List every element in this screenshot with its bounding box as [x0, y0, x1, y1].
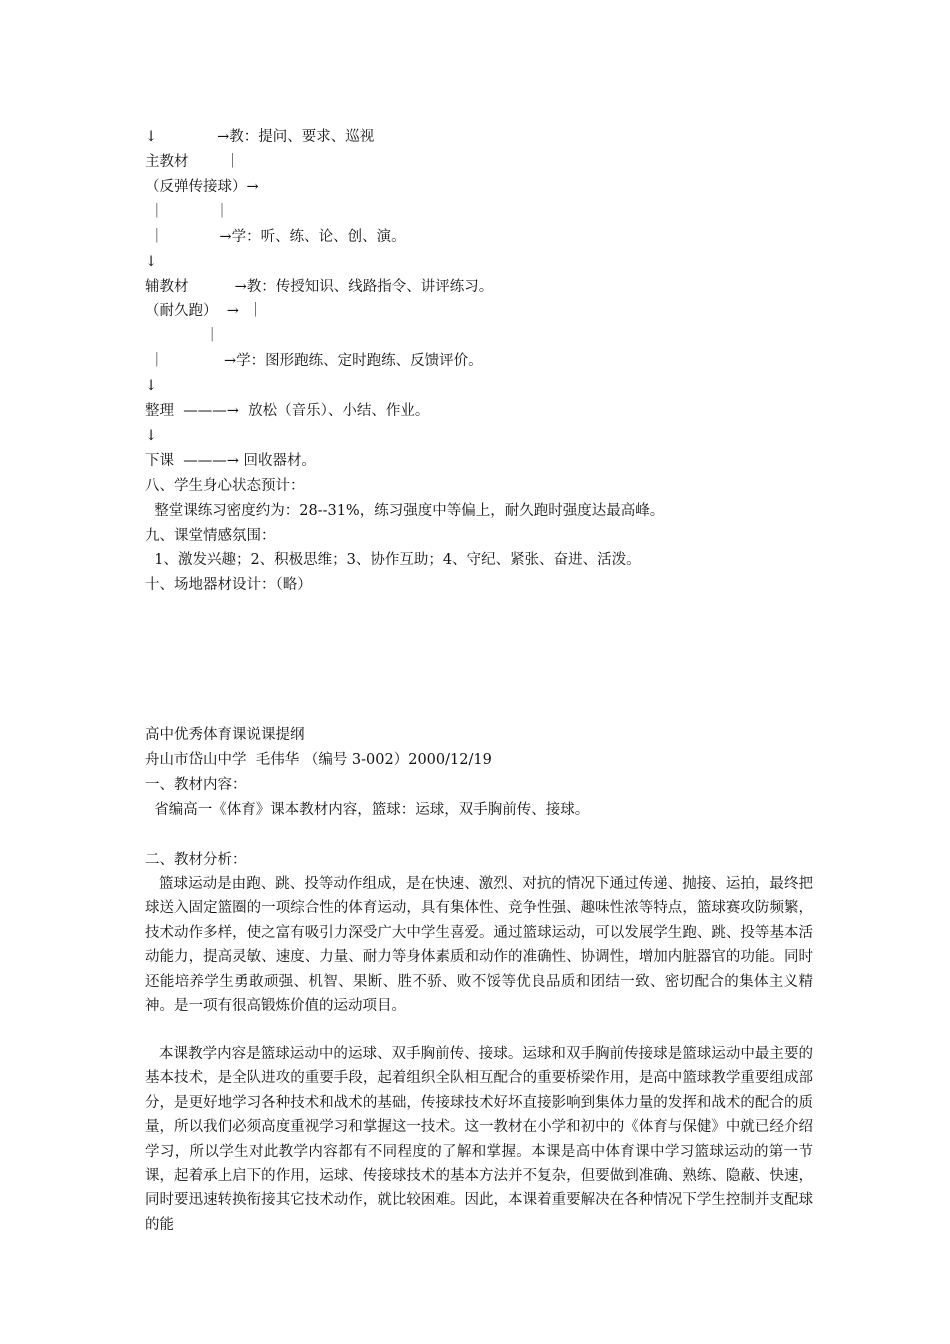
flow-line: ↓ →教：提问、要求、巡视: [145, 129, 375, 145]
part2-heading: 二、教材分析：: [145, 852, 247, 868]
flow-line: （反弹传接球）→: [145, 179, 259, 195]
flow-line: 主教材 ｜: [145, 154, 240, 170]
section-heading: 九、课堂情感氛围：: [145, 528, 276, 544]
part1-heading: 一、教材内容：: [145, 777, 247, 793]
flow-line: ↓: [145, 428, 158, 444]
flow-line: （耐久跑） → ｜: [145, 303, 263, 319]
flow-line: ｜: [145, 328, 220, 344]
section-heading: 八、学生身心状态预计：: [145, 478, 305, 494]
flow-line: ｜ →学：图形跑练、定时跑练、反馈评价。: [145, 353, 483, 369]
author-line: 舟山市岱山中学 毛伟华 （编号 3-002）2000/12/19: [145, 752, 492, 768]
section-text: 1、激发兴趣；2、积极思维；3、协作互助；4、守纪、紧张、奋进、活泼。: [145, 552, 641, 568]
flow-line: ↓: [145, 254, 158, 270]
analysis-paragraph-2: 本课教学内容是篮球运动中的运球、双手胸前传、接球。运球和双手胸前传接球是篮球运动中最主要的基本技术，是全队进攻的重要手段，起着组织全队相互配合的重要桥梁作用，是高中篮球教学重要组成部分，是更好地学习各种技术和战术的基础，传接球技术好坏直接影响到集体力量的发挥和战术的配合的质量，所以我们必须高度重视学习和掌握这一技术。这一教材在小学和初中的《体育与保健》中就已经介绍学习，所以学生对此教学内容都有不同程度的了解和掌握。本课是高中体育课中学习篮球运动的第一节课，起着承上启下的作用，运球、传接球技术的基本方法并不复杂，但要做到准确、熟练、隐蔽、快速，同时要迅速转换衔接其它技术动作，就比较困难。因此，本课着重要解决在各种情况下学生控制并支配球的能: [145, 1046, 813, 1233]
flow-line: ｜ ｜: [145, 204, 230, 220]
section-text: 整堂课练习密度约为：28--31%，练习强度中等偏上，耐久跑时强度达最高峰。: [145, 503, 665, 519]
flow-line: 下课 ———→ 回收器材。: [145, 453, 316, 469]
flow-line: 整理 ———→ 放松（音乐）、小结、作业。: [145, 403, 430, 419]
document-title: 高中优秀体育课说课提纲: [145, 727, 305, 743]
flow-line: ｜ →学：听、练、论、创、演。: [145, 229, 406, 245]
part1-text: 省编高一《体育》课本教材内容，篮球：运球，双手胸前传、接球。: [145, 802, 590, 818]
section-heading: 十、场地器材设计：（略）: [145, 577, 312, 593]
flow-line: ↓: [145, 378, 158, 394]
analysis-paragraph-1: 篮球运动是由跑、跳、投等动作组成，是在快速、激烈、对抗的情况下通过传递、抛接、运拍，最终把球送入固定篮圈的一项综合性的体育运动，具有集体性、竞争性强、趣味性浓等特点，篮球赛攻防频繁，技术动作多样，使之富有吸引力深受广大中学生喜爱。通过篮球运动，可以发展学生跑、跳、投等基本活动能力，提高灵敏、速度、力量、耐力等身体素质和动作的准确性、协调性，增加内脏器官的功能。同时还能培养学生勇敢顽强、机智、果断、胜不骄、败不馁等优良品质和团结一致、密切配合的集体主义精神。是一项有很高锻炼价值的运动项目。: [145, 876, 813, 1015]
flow-line: 辅教材 →教：传授知识、线路指令、讲评练习。: [145, 279, 494, 295]
